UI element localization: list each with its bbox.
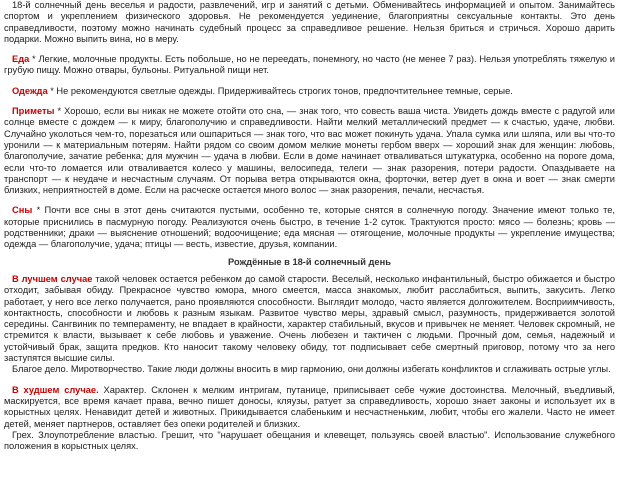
spacer: [4, 45, 615, 54]
best-extra: Благое дело. Миротворчество. Такие люди должны вносить в мир гармонию, они должны избегать конфликтов и сглаживать острые углы.: [12, 364, 611, 375]
worst-heading: В худшем случае.: [12, 384, 99, 395]
dreams-heading: Сны: [12, 205, 33, 216]
clothes-heading: Одежда: [12, 85, 48, 96]
omens-text: * Хорошо, если вы никак не можете отойти ото сна, — знак того, что совесть ваша чиста. Увидеть дождь вместе с радугой или солнце вместе с дождем — к миру, благополучию и справедливости. Найти мелкий металлический предмет — к счастью, удаче, любви. Случайно уколоться чем-то, порезаться или ошпариться — знак того, что вас может покинуть удача. Упала сумка или шляпа, или вы что-то уронили — к материальным потерям. Найти рядом со своим домом мелкие монеты гербом вверх — хороший знак для женщин: любовь, благополучие, зачатие ребенка; для мужчин — удача в любви. Если в доме начинает отваливаться штукатурка, особенно на пороге дома, если что-то ломается или отваливается колесо у машины, велосипеда, телеги — знак разорения, потери радости. Опаздываете на транспорт — к неудаче и несчастным случаям. От порыва ветра открываются окна, форточки, ветер дует в окна и воет — знак смерти близких, неприятностей в доме. Если на расческе остается много волос — знак разорения, печали, несчастья.: [4, 106, 615, 196]
best-paragraph: [4, 274, 615, 364]
omens-heading: Приметы: [12, 106, 55, 117]
best-heading: В лучшем случае: [12, 273, 93, 284]
food-heading: Еда: [12, 54, 30, 65]
spacer: [4, 77, 615, 86]
worst-text: Характер. Склонен к мелким интригам, путанице, приписывает себе чужие достоинства. Мелочный, въедливый, маскируется, все время качает права, вечно пишет доносы, кляузы, ратует за справедливость, хорошо знает законы и использует их в корыстных целях. Ненавидит детей и животных. Прикидывается слабеньким и несчастненьким, любит, чтобы его жалели. Часто не имеет детей, меняет партнеров, оставляет без опеки родителей и близких.: [4, 384, 616, 429]
spacer: [4, 97, 615, 106]
best-text: такой человек остается ребенком до самой старости. Веселый, несколько инфантильный, быстро обижается и быстро отходит, забывая обиду. Прекрасное чувство юмора, много смеется, масса знакомых, любит расслабиться, выпить, закусить. Легко работает, у него все легко получается, рано проявляются способности. Выглядит молодо, часто является долгожителем. Восприимчивость, контактность, способности и любовь к разным языкам. Развитое чувство меры, здравый смысл, разумность, придерживается золотой середины. Сангвиник по темпераменту, не впадает в крайности, характер стабильный, вкусов и привычек не меняет. Человек скромный, не стремится к власти, вызывает к себе любовь и уважение. Очень любезен и тактичен с людьми. Прочный дом, семья, надежный и устойчивый брак, защита предков. Кто наносит такому человеку обиду, тот подписывает себе смертный приговор, потому что за него заступятся высшие силы.: [4, 273, 615, 364]
clothes-text: * Не рекомендуются светлые одежды. Придерживайтесь строгих тонов, предпочтительнее темные, серые.: [47, 85, 513, 96]
omens-paragraph: [4, 106, 615, 196]
spacer: [4, 376, 615, 385]
food-text: * Легкие, молочные продукты. Есть побольше, но не переедать, понемногу, но часто (не менее 7 раз). Нельзя употреблять тяжелую и грубую пищу. Можно отвары, бульоны. Ритуальной пищи нет.: [4, 54, 615, 76]
intro-paragraph: 18-й солнечный день веселья и радости, развлечений, игр и занятий с детьми. Обменивайтесь информацией и опытом. Занимайтесь спортом и укреплением физического здоровья. Не рекомендуется уединение, благоприятны сексуальные контакты. Это день справедливости, поэтому можно начинать судебный процесс за справедливое решение. Нельзя бриться и стричься. Хорошо дарить подарки. Можно выпить вина, но в меру.: [4, 0, 615, 44]
dreams-paragraph: [4, 205, 615, 250]
food-paragraph: [4, 54, 615, 77]
worst-paragraph: [4, 385, 615, 430]
spacer: [4, 196, 615, 205]
dreams-text: * Почти все сны в этот день считаются пустыми, особенно те, которые снятся в солнечную погоду. Значение имеют только те, которые приснились в пасмурную погоду. Реализуются очень быстро, в течение 1-2 суток. Трактуются просто: мясо — болезнь; кровь — родственники; драки — выяснение отношений; водоочищение; еда мясная — отягощение, молочные продукты — укрепление имущества; одежда — благополучие, удача; птицы — весть, известие, друзья, компании.: [4, 205, 615, 250]
worst-extra: Грех. Злоупотребление властью. Грешит, что "нарушает обещания и клевещет, пользуясь своей властью". Использование служебного положения в корыстных целях.: [4, 429, 615, 452]
clothes-paragraph: [4, 86, 615, 97]
section-title: Рождённые в 18-й солнечный день: [228, 256, 391, 267]
